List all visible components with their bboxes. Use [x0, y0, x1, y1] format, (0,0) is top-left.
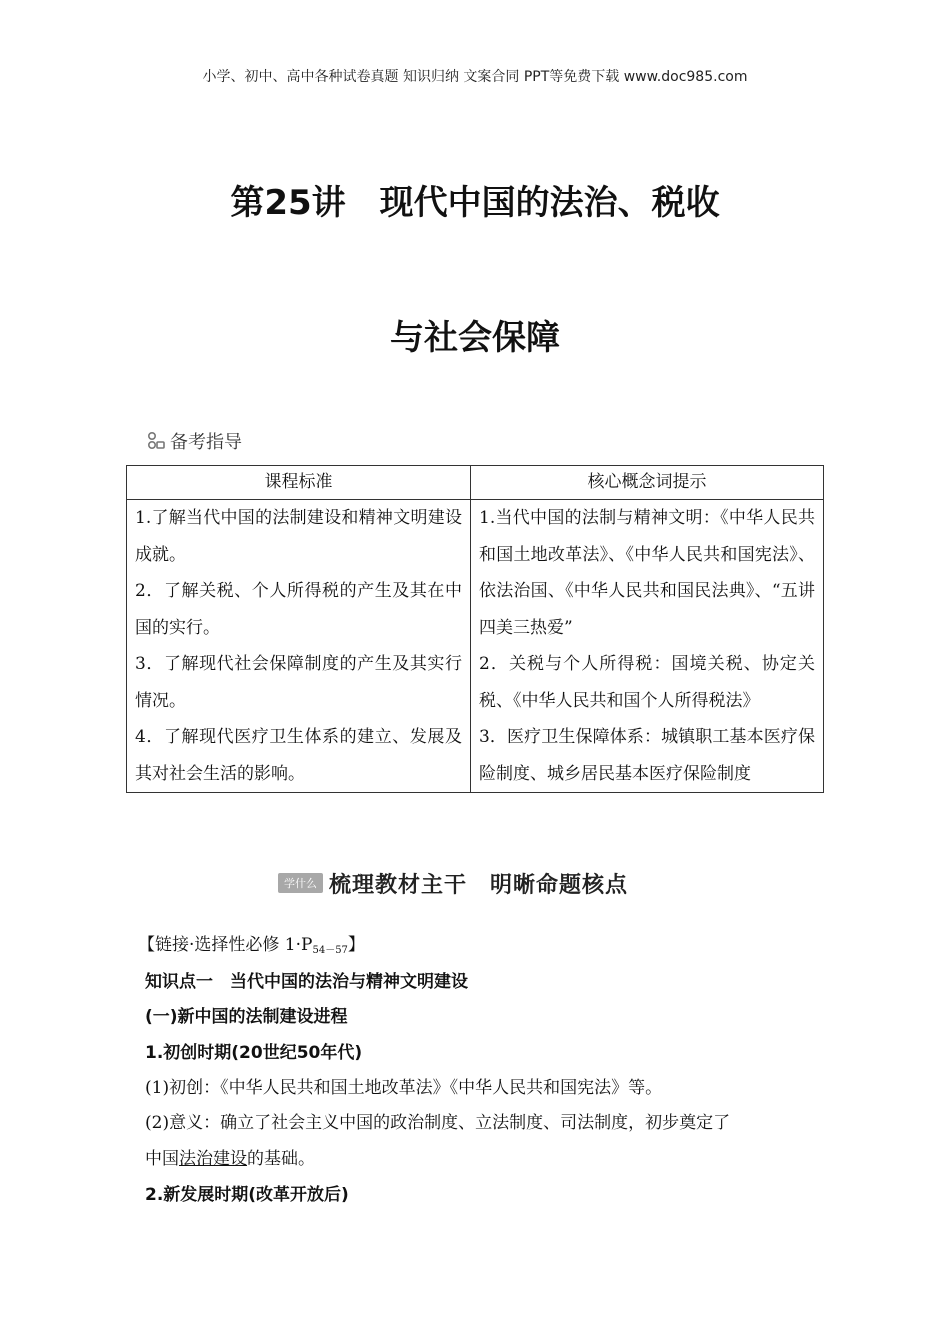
- guide-table-header-row: [127, 466, 824, 500]
- item2-heading: 2.新发展时期(改革开放后): [145, 1185, 349, 1205]
- text-segment: 中国: [145, 1149, 179, 1169]
- standard-item: 4．了解现代医疗卫生体系的建立、发展及其对社会生活的影响。: [135, 727, 462, 784]
- concepts-cell: [471, 500, 824, 793]
- col-header-standard: 课程标准: [127, 466, 471, 500]
- concept-item: 3．医疗卫生保障体系：城镇职工基本医疗保险制度、城乡居民基本医疗保险制度: [479, 727, 815, 784]
- textbook-link-suffix: 】: [347, 935, 365, 955]
- underlined-term: 法治建设: [179, 1149, 247, 1169]
- item1-heading: 1.初创时期(20世纪50年代): [145, 1043, 363, 1063]
- item1-point1: (1)初创：《中华人民共和国土地改革法》《中华人民共和国宪法》等。: [145, 1078, 663, 1098]
- standards-cell: [127, 500, 471, 793]
- guide-heading-label: 备考指导: [170, 432, 242, 453]
- section-banner-text: 梳理教材主干 明晰命题核点: [329, 872, 629, 898]
- lesson-title-line2: 与社会保障: [390, 318, 560, 358]
- text-segment: 的基础。: [247, 1149, 315, 1169]
- concept-item: 1.当代中国的法制与精神文明：《中华人民共和国土地改革法》、《中华人民共和国宪法》、依法治国、《中华人民共和国民法典》、“五讲四美三热爱”: [479, 508, 815, 638]
- page-header-banner: 小学、初中、高中各种试卷真题 知识归纳 文案合同 PPT等免费下载 www.doc985.com: [202, 69, 748, 85]
- standard-item: 3．了解现代社会保障制度的产生及其实行情况。: [135, 654, 462, 711]
- textbook-link-prefix: 【链接·选择性必修 1·P: [138, 935, 313, 955]
- section-banner: [278, 867, 628, 899]
- item1-point2-line2: [145, 1144, 315, 1169]
- lesson-title-line1: 第25讲 现代中国的法治、税收: [230, 183, 720, 223]
- concept-item: 2．关税与个人所得税：国境关税、协定关税、《中华人民共和国个人所得税法》: [479, 654, 815, 711]
- textbook-link: [138, 930, 365, 956]
- guide-heading: [146, 429, 242, 453]
- subsection-heading: (一)新中国的法制建设进程: [145, 1007, 348, 1027]
- standard-item: 2．了解关税、个人所得税的产生及其在中国的实行。: [135, 581, 462, 638]
- guide-icon: [146, 431, 166, 451]
- col-header-concepts: 核心概念词提示: [471, 466, 824, 500]
- item1-point2-line1: (2)意义：确立了社会主义中国的政治制度、立法制度、司法制度，初步奠定了: [145, 1113, 731, 1133]
- standard-item: 1.了解当代中国的法制建设和精神文明建设成就。: [135, 508, 462, 565]
- textbook-link-pages: 54－57: [312, 945, 348, 956]
- guide-table-body-row: [127, 500, 824, 793]
- knowledge-point-heading: 知识点一 当代中国的法治与精神文明建设: [145, 972, 468, 992]
- section-banner-tag: 学什么: [278, 873, 323, 893]
- guide-table: [126, 465, 824, 793]
